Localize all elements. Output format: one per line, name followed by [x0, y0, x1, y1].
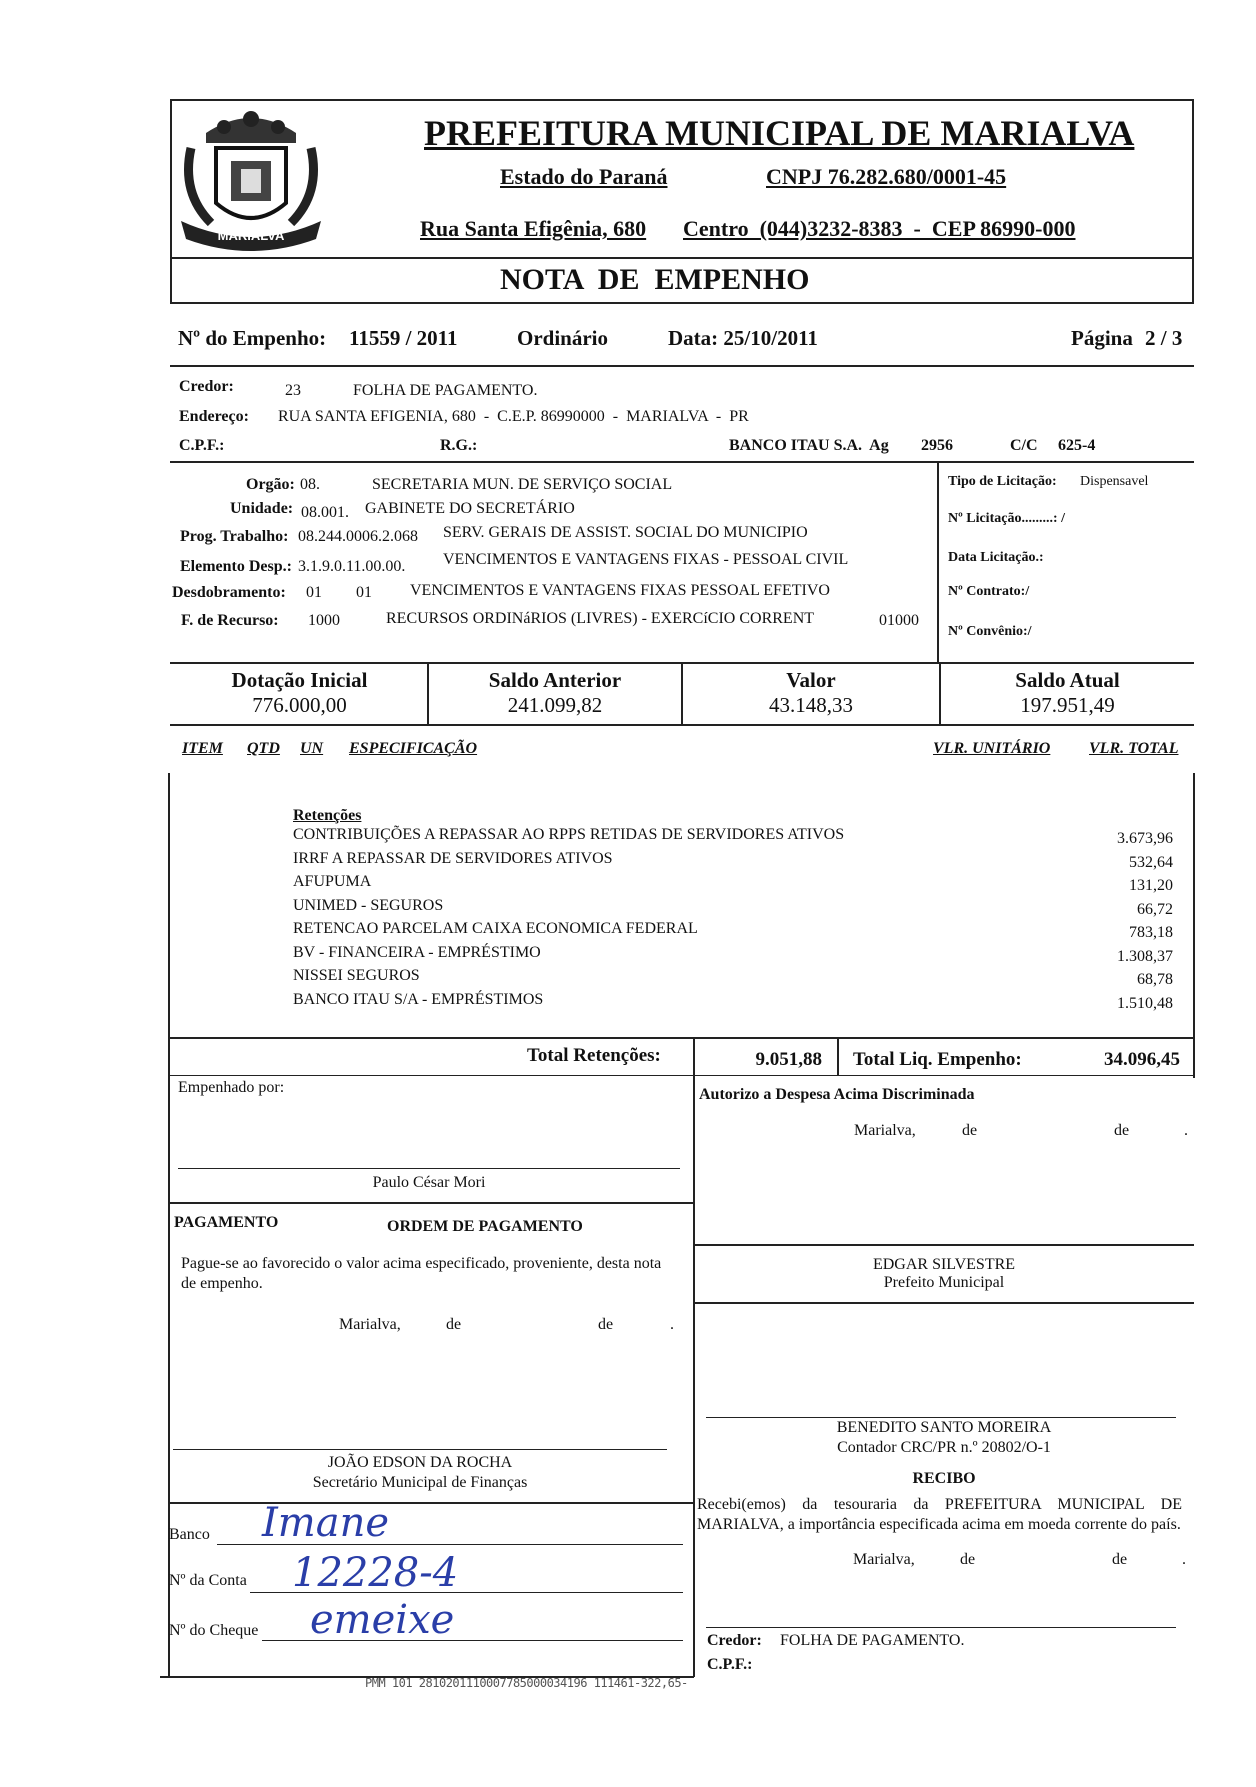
empenho-date: Data: 25/10/2011	[668, 326, 818, 350]
items-right-border	[1193, 773, 1195, 1078]
retencao-desc: NISSEI SEGUROS	[293, 967, 420, 984]
marialva-right-2: Marialva,	[853, 1551, 915, 1568]
credor-name: FOLHA DE PAGAMENTO.	[353, 382, 538, 399]
bank-agency: 2956	[921, 437, 953, 454]
prog-code: 08.244.0006.2.068	[298, 528, 418, 545]
saldo-anterior	[429, 668, 681, 718]
prefeito-role: Prefeito Municipal	[883, 1274, 1005, 1291]
retencao-desc: BANCO ITAU S/A - EMPRÉSTIMOS	[293, 990, 544, 1008]
prog-label: Prog. Trabalho:	[180, 528, 289, 545]
joao-name: JOÃO EDSON DA ROCHA	[327, 1454, 513, 1471]
recurso-desc: RECURSOS ORDINáRIOS (LIVRES) - EXERCíCIO CORRENT	[386, 610, 815, 627]
orgao-desc: SECRETARIA MUN. DE SERVIÇO SOCIAL	[372, 476, 673, 493]
saldo-dotacao	[172, 668, 427, 718]
retencao-value: 783,18	[1129, 924, 1173, 941]
saldo-dotacao-value: 776.000,00	[252, 693, 347, 717]
saldo-atual	[941, 668, 1194, 718]
pagamento-label: PAGAMENTO	[174, 1214, 279, 1231]
banco-label: Banco	[169, 1526, 210, 1543]
saldo-valor-label: Valor	[786, 668, 836, 692]
retencoes-list	[293, 826, 1173, 1014]
autorizo-label: Autorizo a Despesa Acima Discriminada	[699, 1086, 975, 1103]
dot-left: .	[670, 1316, 674, 1333]
retencao-desc: RETENCAO PARCELAM CAIXA ECONOMICA FEDERAL	[293, 920, 698, 937]
pague-se-text: Pague-se ao favorecido o valor acima especificado, proveniente, desta nota de empenho.	[181, 1255, 662, 1292]
desd-a: 01	[306, 584, 322, 601]
total-retencoes-label: Total Retenções:	[527, 1045, 661, 1066]
conta-label: Nº da Conta	[169, 1572, 247, 1589]
saldo-atual-label: Saldo Atual	[1015, 668, 1120, 692]
total-retencoes-value: 9.051,88	[755, 1049, 822, 1070]
divider-credor	[170, 461, 1194, 463]
retencao-row	[293, 920, 1173, 944]
cpf-label: C.P.F.:	[179, 437, 225, 454]
de-left-1: de	[446, 1316, 462, 1333]
city-seal	[176, 103, 326, 255]
numero-convenio: Nº Convênio:/	[948, 624, 1032, 639]
divider-pagamento	[168, 1202, 694, 1204]
empenho-number: 11559 / 2011	[349, 326, 458, 350]
page-title: PREFEITURA MUNICIPAL DE MARIALVA	[424, 113, 1135, 153]
ordem-pagamento-label: ORDEM DE PAGAMENTO	[387, 1218, 583, 1235]
total-liquido-label: Total Liq. Empenho:	[853, 1049, 1022, 1070]
document-title: NOTA DE EMPENHO	[500, 263, 810, 296]
totais-divider-a	[693, 1037, 695, 1677]
divider-prefeito-bottom	[694, 1302, 1194, 1304]
elem-label: Elemento Desp.:	[180, 558, 292, 575]
col-especificacao: ESPECIFICAÇÃO	[349, 740, 478, 757]
address: Rua Santa Efigênia, 680	[420, 216, 647, 241]
prog-desc: SERV. GERAIS DE ASSIST. SOCIAL DO MUNICIPIO	[443, 524, 808, 541]
col-un: UN	[300, 740, 324, 757]
retencao-value: 66,72	[1137, 900, 1173, 918]
retencao-desc: UNIMED - SEGUROS	[293, 896, 444, 914]
col-vlr-unitario: VLR. UNITÁRIO	[933, 740, 1051, 757]
de-right-1a: de	[962, 1122, 978, 1139]
tipo-licitacao-value: Dispensavel	[1080, 474, 1149, 489]
paulo-name: Paulo César Mori	[372, 1174, 486, 1191]
data-licitacao: Data Licitação.:	[948, 550, 1044, 565]
divider-totais-top	[168, 1037, 1194, 1039]
retencao-desc: IRRF A REPASSAR DE SERVIDORES ATIVOS	[293, 849, 613, 867]
divider-banco	[168, 1502, 694, 1504]
divider-prefeito-top	[694, 1244, 1194, 1246]
de-right-2a: de	[960, 1551, 976, 1568]
rg-label: R.G.:	[440, 437, 478, 454]
saldo-dotacao-label: Dotação Inicial	[231, 668, 368, 692]
signature-line-recibo	[706, 1627, 1176, 1628]
endereco-value: RUA SANTA EFIGENIA, 680 - C.E.P. 86990000 - MARIALVA - PR	[278, 408, 749, 425]
divider-totais-bottom	[168, 1075, 694, 1076]
divider-totais-bottom-right	[694, 1075, 1194, 1076]
recibo-credor-value: FOLHA DE PAGAMENTO.	[780, 1632, 965, 1649]
credor-label: Credor:	[179, 378, 234, 395]
empenho-label: Nº do Empenho:	[178, 326, 327, 350]
cc-number: 625-4	[1058, 437, 1096, 454]
retencao-row	[293, 967, 1173, 991]
endereco-label: Endereço:	[179, 408, 249, 425]
signature-line-paulo	[178, 1168, 680, 1169]
retencao-desc: AFUPUMA	[293, 873, 372, 890]
joao-role: Secretário Municipal de Finanças	[312, 1474, 528, 1491]
district-phone-cep: Centro (044)3232-8383 - CEP 86990-000	[683, 216, 1076, 241]
col-item: ITEM	[182, 740, 223, 757]
retencao-value: 131,20	[1129, 877, 1173, 894]
desd-b: 01	[356, 584, 372, 601]
empenho-type: Ordinário	[517, 326, 609, 350]
de-right-2b: de	[1112, 1551, 1128, 1568]
retencao-row	[293, 850, 1173, 874]
retencao-row	[293, 826, 1173, 850]
desd-label: Desdobramento:	[172, 584, 286, 601]
elem-desc: VENCIMENTOS E VANTAGENS FIXAS - PESSOAL CIVIL	[443, 551, 849, 568]
divider-saldos	[170, 724, 1194, 726]
bank-name: BANCO ITAU S.A. Ag	[729, 437, 889, 454]
marialva-right-1: Marialva,	[854, 1122, 916, 1139]
page-number: 2 / 3	[1145, 326, 1183, 350]
prefeito-name: EDGAR SILVESTRE	[872, 1256, 1016, 1273]
saldo-anterior-value: 241.099,82	[507, 693, 603, 717]
page-label: Página	[1071, 326, 1133, 350]
recurso-label: F. de Recurso:	[181, 612, 279, 629]
classif-vdivider	[937, 461, 939, 664]
retencao-value: 532,64	[1129, 853, 1173, 871]
marialva-left: Marialva,	[339, 1316, 401, 1333]
de-left-2: de	[598, 1316, 614, 1333]
cheque-handwriting: emeixe	[310, 1597, 455, 1643]
banco-handwriting: Imane	[262, 1500, 390, 1546]
retencao-value: 3.673,96	[1117, 830, 1173, 847]
seal-text: MARIALVA	[217, 228, 285, 243]
recibo-title: RECIBO	[912, 1470, 976, 1487]
recibo-text: Recebi(emos) da tesouraria da PREFEITURA MUNICIPAL DE MARIALVA, a importância especificada acima em moeda corrente do país.	[697, 1496, 1182, 1533]
recurso-num: 01000	[879, 612, 919, 629]
orgao-code: 08.	[300, 476, 320, 493]
unidade-desc: GABINETE DO SECRETÁRIO	[365, 500, 575, 517]
divider-empenho	[170, 365, 1194, 367]
header-divider	[170, 257, 1194, 259]
de-right-1b: de	[1114, 1122, 1130, 1139]
retencao-row	[293, 873, 1173, 897]
conta-handwriting: 12228-4	[292, 1550, 459, 1596]
retencao-row	[293, 944, 1173, 968]
cc-label: C/C	[1010, 437, 1038, 454]
retencao-desc: BV - FINANCEIRA - EMPRÉSTIMO	[293, 943, 541, 961]
numero-licitacao: Nº Licitação.........: /	[948, 511, 1065, 526]
cheque-label: Nº do Cheque	[169, 1622, 259, 1639]
recurso-code: 1000	[308, 612, 340, 629]
footer-code: PMM 101 2810201110007785000034196 111461-322,65-	[365, 1676, 688, 1690]
contador-name: BENEDITO SANTO MOREIRA	[836, 1419, 1052, 1436]
unidade-label: Unidade:	[230, 500, 294, 517]
saldo-valor	[683, 668, 939, 718]
saldo-valor-value: 43.148,33	[769, 693, 853, 717]
recibo-cpf-label: C.P.F.:	[707, 1656, 753, 1673]
orgao-label: Orgão:	[246, 476, 295, 493]
numero-contrato: Nº Contrato:/	[948, 584, 1030, 599]
saldo-anterior-label: Saldo Anterior	[488, 668, 622, 692]
retencao-desc: CONTRIBUIÇÕES A REPASSAR AO RPPS RETIDAS DE SERVIDORES ATIVOS	[293, 826, 845, 843]
retencao-row	[293, 991, 1173, 1015]
retencao-value: 1.308,37	[1117, 947, 1173, 965]
totais-divider-b	[837, 1037, 839, 1075]
cnpj: CNPJ 76.282.680/0001-45	[766, 164, 1007, 189]
retencao-value: 1.510,48	[1117, 994, 1173, 1012]
signature-line-joao	[173, 1449, 667, 1450]
credor-code: 23	[285, 382, 301, 399]
recibo-credor-label: Credor:	[707, 1632, 762, 1649]
retencao-row	[293, 897, 1173, 921]
unidade-code: 08.001.	[301, 504, 349, 521]
dot-right-1: .	[1184, 1122, 1188, 1139]
total-liquido-value: 34.096,45	[1104, 1049, 1180, 1070]
contador-role: Contador CRC/PR n.º 20802/O-1	[837, 1439, 1051, 1456]
saldo-atual-value: 197.951,49	[1020, 693, 1115, 717]
signature-line-contador	[706, 1417, 1176, 1418]
desd-desc: VENCIMENTOS E VANTAGENS FIXAS PESSOAL EFETIVO	[410, 582, 830, 599]
tipo-licitacao-label: Tipo de Licitação:	[948, 474, 1057, 489]
col-vlr-total: VLR. TOTAL	[1089, 740, 1179, 757]
state-name: Estado do Paraná	[500, 164, 668, 189]
retencoes-title: Retenções	[293, 807, 362, 824]
empenhado-por-label: Empenhado por:	[178, 1079, 285, 1096]
dot-right-2: .	[1182, 1551, 1186, 1568]
col-qtd: QTD	[247, 740, 280, 757]
retencao-value: 68,78	[1137, 971, 1173, 988]
elem-code: 3.1.9.0.11.00.00.	[298, 558, 406, 575]
